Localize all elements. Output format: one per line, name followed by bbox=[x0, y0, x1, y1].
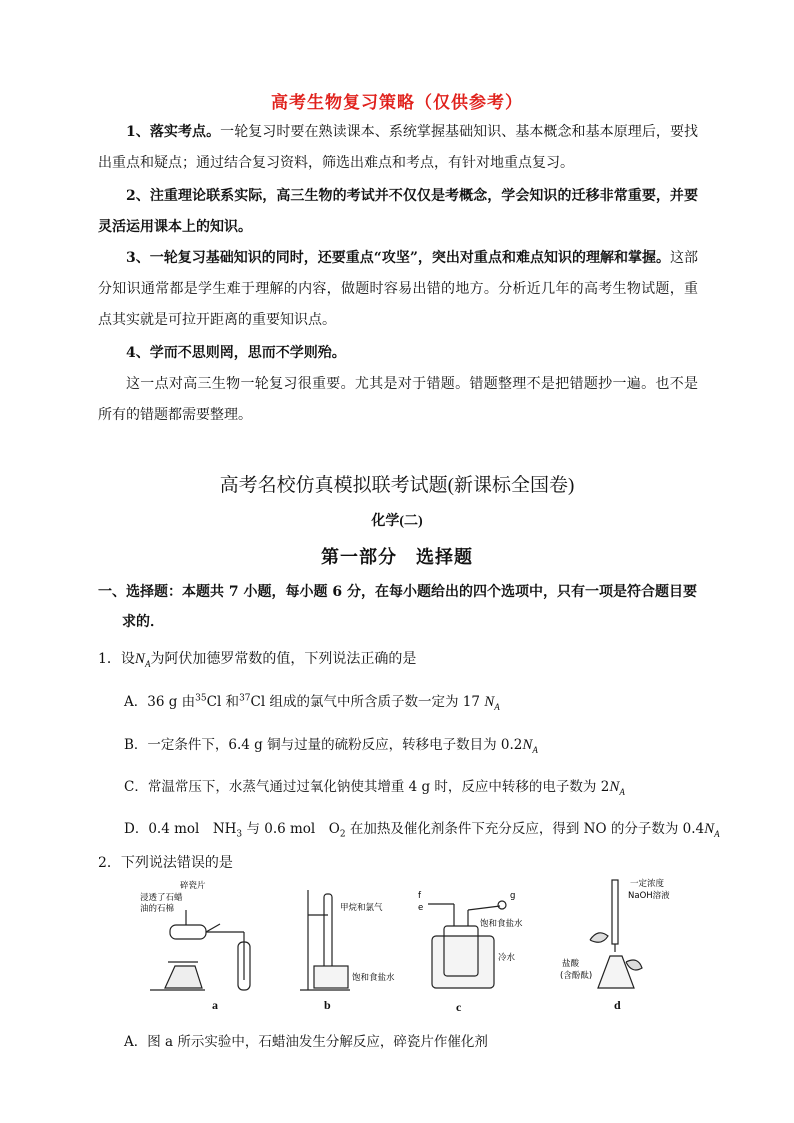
strategy-p3-heading: 3、一轮复习基础知识的同时，还要重点“攻坚”，突出对重点和难点知识的理解和掌握。 bbox=[126, 250, 670, 266]
strategy-p2-heading: 2、注重理论联系实际，高三生物的考试并不仅仅是考概念，学会知识的迁移非常重要，并要灵活运用课本上的知识。 bbox=[98, 188, 698, 235]
fig-a-label-soaked: 浸透了石蜡 bbox=[140, 893, 183, 903]
strategy-paragraph-2 bbox=[98, 181, 698, 243]
fig-d-label-naoh: NaOH溶液 bbox=[628, 891, 670, 901]
fig-a-label-asbestos: 油的石棉 bbox=[140, 904, 175, 914]
question-2-stem: 2．下列说法错误的是 bbox=[98, 855, 233, 871]
fig-c-label-brine: 饱和食盐水 bbox=[480, 919, 523, 929]
fig-d-label-phenolphthalein: (含酚酞) bbox=[560, 971, 593, 981]
fig-a-label-porcelain: 碎瓷片 bbox=[180, 881, 206, 891]
instruction-line-2: 求的． bbox=[122, 614, 164, 630]
strategy-p1-heading: 1、落实考点。 bbox=[126, 124, 221, 140]
strategy-paragraph-4 bbox=[98, 338, 698, 369]
figure-b-methane-chlorine bbox=[290, 870, 410, 1020]
section-instruction bbox=[98, 577, 698, 637]
q1-stem-prefix: 1．设 bbox=[98, 651, 135, 667]
figure-c-gas-wash bbox=[418, 870, 548, 1020]
fig-c-label-g: g bbox=[510, 891, 516, 901]
strategy-p4-text: 这一点对高三生物一轮复习很重要。尤其是对于错题。错题整理不是把错题抄一遍。也不是所有的错题都需要整理。 bbox=[98, 376, 698, 423]
strategy-p4-heading: 4、学而不思则罔，思而不学则殆。 bbox=[126, 345, 346, 361]
q1-option-a[interactable]: A．36 g 由$^{35}$Cl 和$^{37}$Cl 组成的氯气中所含质子数一定为 17 $N_A$ bbox=[124, 693, 500, 712]
strategy-p1-text: 一轮复习时要在熟读课本、系统掌握基础知识、基本概念和基本原理后，要找出重点和疑点；通过结合复习资料，筛选出难点和考点，有针对地重点复习。 bbox=[98, 124, 698, 171]
instruction-line-1: 一、选择题：本题共 7 小题，每小题 6 分，在每小题给出的四个选项中，只有一项是符合题目要 bbox=[98, 584, 697, 600]
figure-a-cracking-apparatus bbox=[140, 870, 280, 1020]
q1-option-c[interactable]: C．常温常压下，水蒸气通过过氧化钠使其增重 4 g 时，反应中转移的电子数为 $2N_A$ bbox=[124, 779, 625, 797]
q1-stem-suffix: 为阿伏加德罗常数的值，下列说法正确的是 bbox=[150, 651, 417, 667]
q1-option-d[interactable]: D．0.4 mol $NH_3$ 与 0.6 mol $O_2$ 在加热及催化剂条件下充分反应，得到 NO 的分子数为 $0.4N_A$ bbox=[124, 821, 720, 840]
fig-d-label-hcl: 盐酸 bbox=[562, 959, 580, 969]
fig-d-label-conc: 一定浓度 bbox=[630, 879, 665, 889]
q1-option-b[interactable]: B．一定条件下，6.4 g 铜与过量的硫粉反应，转移电子数目为 $0.2N_A$ bbox=[124, 737, 538, 755]
question-1-stem bbox=[98, 648, 416, 669]
strategy-title: 高考生物复习策略（仅供参考） bbox=[271, 93, 523, 113]
exam-part-heading: 第一部分 选择题 bbox=[321, 547, 473, 567]
q2-apparatus-figures bbox=[140, 870, 680, 1020]
strategy-paragraph-4-body bbox=[98, 369, 698, 431]
figure-a-label: a bbox=[212, 998, 218, 1012]
fig-c-label-e: e bbox=[418, 903, 424, 913]
fig-c-label-f: f bbox=[418, 891, 421, 901]
strategy-paragraph-1 bbox=[98, 117, 698, 179]
fig-b-label-gas: 甲烷和氯气 bbox=[340, 903, 383, 913]
figure-d-label: d bbox=[614, 998, 621, 1012]
strategy-p3-text: 这部分知识通常都是学生难于理解的内容，做题时容易出错的地方。分析近几年的高考生物试题，重点其实就是可拉开距离的重要知识点。 bbox=[98, 250, 698, 328]
exam-subject: 化学(二) bbox=[371, 514, 423, 529]
strategy-paragraph-3 bbox=[98, 243, 698, 336]
exam-title: 高考名校仿真模拟联考试题(新课标全国卷) bbox=[219, 475, 575, 496]
fig-c-label-cold-water: 冷水 bbox=[498, 953, 516, 963]
figure-c-label: c bbox=[456, 1000, 462, 1014]
fig-b-label-brine: 饱和食盐水 bbox=[352, 973, 395, 983]
avogadro-symbol: $N_A$ bbox=[134, 651, 151, 669]
figure-b-label: b bbox=[324, 998, 331, 1012]
q2-option-a[interactable]: A．图 a 所示实验中，石蜡油发生分解反应，碎瓷片作催化剂 bbox=[124, 1034, 488, 1050]
